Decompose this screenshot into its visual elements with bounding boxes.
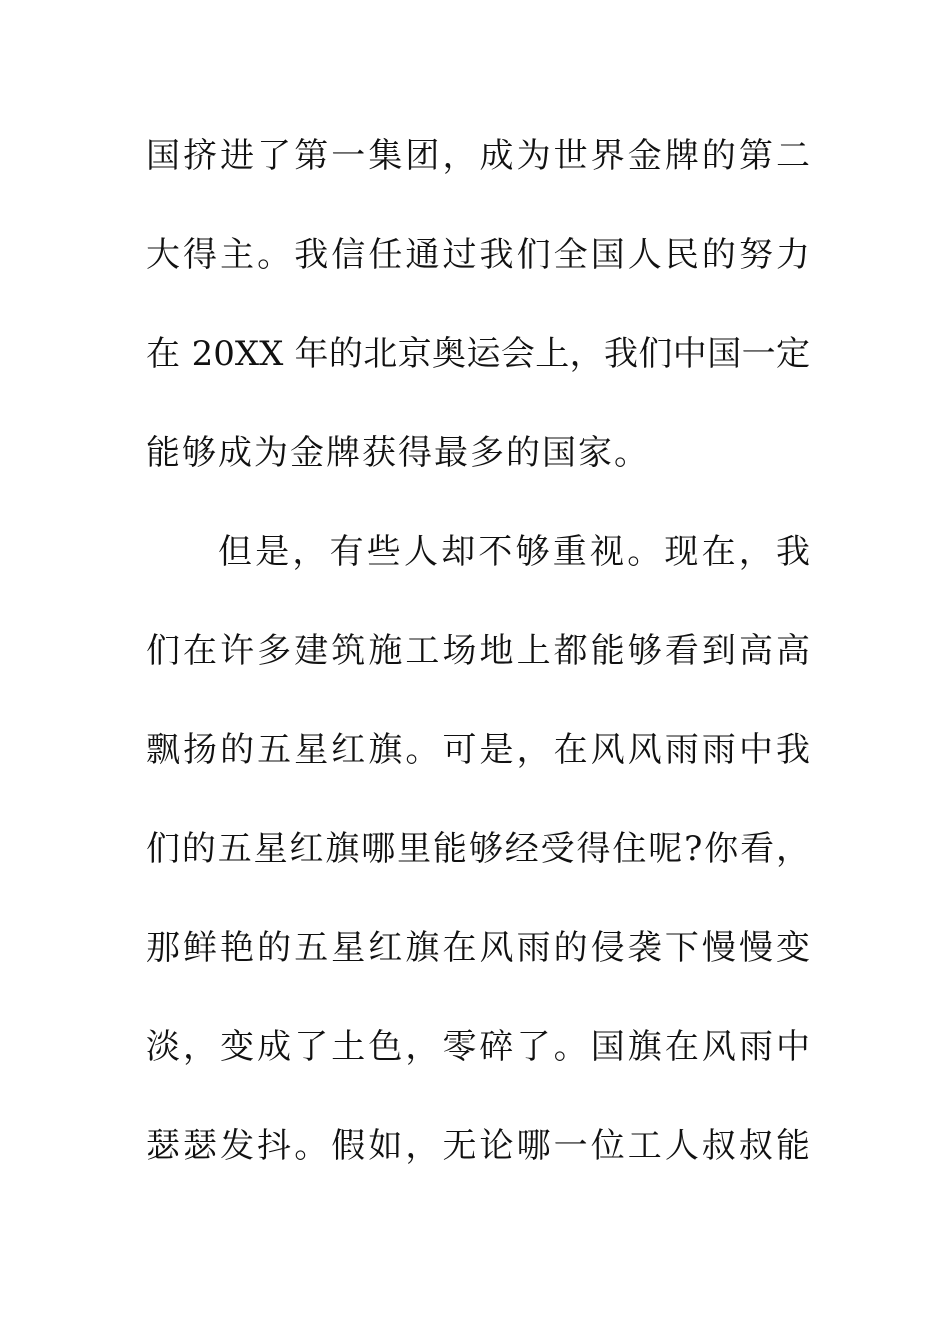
text-line: 大得主。我信任通过我们全国人民的努力 (146, 235, 810, 275)
text-line: 在 20XX 年的北京奥运会上，我们中国一定 (146, 334, 810, 374)
text-line: 们的五星红旗哪里能够经受得住呢?你看， (146, 829, 810, 869)
text-line: 能够成为金牌获得最多的国家。 (146, 433, 650, 473)
body-text (146, 124, 810, 1213)
text-line: 那鲜艳的五星红旗在风雨的侵袭下慢慢变 (146, 928, 810, 968)
text-line: 瑟瑟发抖。假如，无论哪一位工人叔叔能 (146, 1126, 810, 1166)
text-line: 国挤进了第一集团，成为世界金牌的第二 (146, 136, 810, 176)
text-line: 飘扬的五星红旗。可是，在风风雨雨中我 (146, 730, 810, 770)
text-line: 们在许多建筑施工场地上都能够看到高高 (146, 631, 810, 671)
text-line: 淡，变成了土色，零碎了。国旗在风雨中 (146, 1027, 810, 1067)
paragraph-start-line: 但是，有些人却不够重视。现在，我 (218, 532, 810, 572)
